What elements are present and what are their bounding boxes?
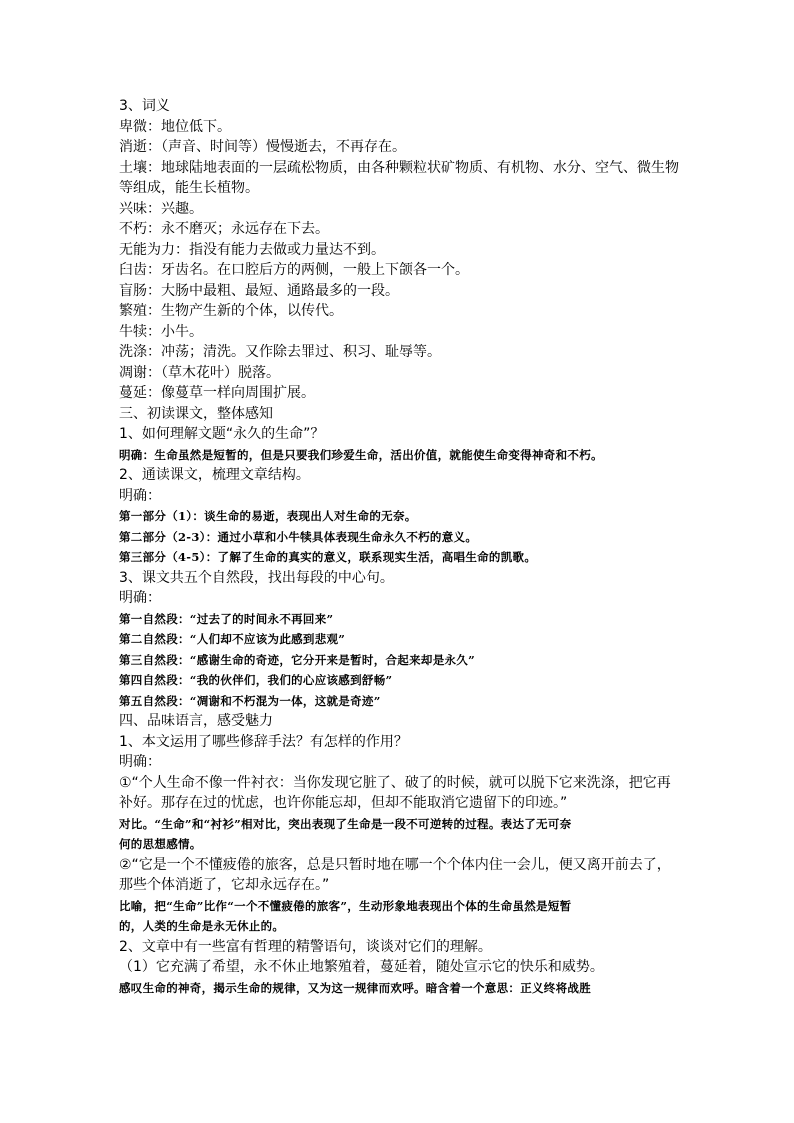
answer-line: 第四自然段：“我的伙伴们，我们的心应该感到舒畅” <box>119 673 393 687</box>
answer-label: 明确： <box>119 754 161 770</box>
answer-line: 比喻，把“生命”比作“一个不懂疲倦的旅客”，生动形象地表现出个体的生命虽然是短暂 <box>119 898 572 913</box>
answer-line: 明确：生命虽然是短暂的，但是只要我们珍爱生命，活出价值，就能使生命变得神奇和不朽。 <box>119 447 603 462</box>
definition-line: 凋谢：（草木花叶）脱落。 <box>119 364 280 381</box>
question-line: 1、本文运用了哪些修辞手法？有怎样的作用？ <box>119 733 408 750</box>
definition-line: 消逝：（声音、时间等）慢慢逝去，不再存在。 <box>119 139 406 155</box>
answer-line: 对比。“生命”和“衬衫”相对比，突出表现了生命是一段不可逆转的过程。表达了无可奈 <box>119 816 572 831</box>
answer-line: 第三部分（4-5）：了解了生命的真实的意义，联系现实生活，高唱生命的凯歌。 <box>119 550 537 564</box>
definition-line: 洗涤：冲荡；清洗。又作除去罪过、积习、耻辱等。 <box>119 344 441 360</box>
definition-line: 土壤：地球陆地表面的一层疏松物质，由各种颗粒状矿物质、有机物、水分、空气、微生物 <box>119 159 679 176</box>
quote-line: 补好。那存在过的忧虑，也许你能忘却，但却不能取消它遗留下的印迹。” <box>119 795 568 811</box>
section-heading: 3、词义 <box>119 98 170 114</box>
definition-line: 蔓延：像蔓草一样向周围扩展。 <box>119 385 315 401</box>
answer-line: 第三自然段：“感谢生命的奇迹，它分开来是暂时，合起来却是永久” <box>119 652 476 667</box>
question-line: 3、课文共五个自然段，找出每段的中心句。 <box>119 569 394 586</box>
definition-line: 繁殖：生物产生新的个体，以传代。 <box>119 303 343 319</box>
answer-line: 第一自然段：“过去了的时间永不再回来” <box>119 611 334 626</box>
quote-line: ①“个人生命不像一件衬衣：当你发现它脏了、破了的时候，就可以脱下它来洗涤，把它再 <box>119 774 671 791</box>
answer-label: 明确： <box>119 590 161 606</box>
answer-line: 第五自然段：“凋谢和不朽混为一体，这就是奇迹” <box>119 693 381 708</box>
quote-line: 那些个体消逝了，它却永远存在。” <box>119 877 330 893</box>
section-heading: 三、初读课文，整体感知 <box>119 405 273 422</box>
answer-line: 的，人类的生命是永无休止的。 <box>119 919 285 933</box>
quote-line: （1）它充满了希望，永不休止地繁殖着，蔓延着，随处宣示它的快乐和威势。 <box>119 959 604 975</box>
question-line: 1、如何理解文题“永久的生命”？ <box>119 426 325 442</box>
section-heading: 四、品味语言，感受魅力 <box>119 713 273 729</box>
answer-label: 明确： <box>119 487 161 504</box>
answer-line: 第二自然段：“人们却不应该为此感到悲观” <box>119 632 346 646</box>
definition-line: 卑微：地位低下。 <box>119 118 231 135</box>
document-page <box>119 96 685 998</box>
definition-line: 牛犊：小牛。 <box>119 323 203 340</box>
definition-line: 兴味：兴趣。 <box>119 200 203 217</box>
definition-line: 等组成，能生长植物。 <box>119 180 259 196</box>
question-line: 2、文章中有一些富有哲理的精警语句，谈谈对它们的理解。 <box>119 938 492 955</box>
answer-line: 何的思想感情。 <box>119 837 202 851</box>
definition-line: 不朽：永不磨灭；永远存在下去。 <box>119 221 329 237</box>
answer-line: 第一部分（1）：谈生命的易逝，表现出人对生命的无奈。 <box>119 509 417 523</box>
question-line: 2、通读课文，梳理文章结构。 <box>119 467 310 483</box>
answer-line: 第二部分（2-3）：通过小草和小牛犊具体表现生命永久不朽的意义。 <box>119 529 478 544</box>
definition-line: 无能为力：指没有能力去做或力量达不到。 <box>119 241 385 258</box>
quote-line: ②“它是一个不懂疲倦的旅客，总是只暂时地在哪一个个体内住一会儿，便又离开前去了， <box>119 856 671 873</box>
definition-line: 臼齿：牙齿名。在口腔后方的两侧，一般上下颌各一个。 <box>119 262 469 278</box>
definition-line: 盲肠：大肠中最粗、最短、通路最多的一段。 <box>119 282 399 299</box>
answer-line: 感叹生命的神奇，揭示生命的规律，又为这一规律而欢呼。暗含着一个意思：正义终将战胜 <box>119 980 591 995</box>
